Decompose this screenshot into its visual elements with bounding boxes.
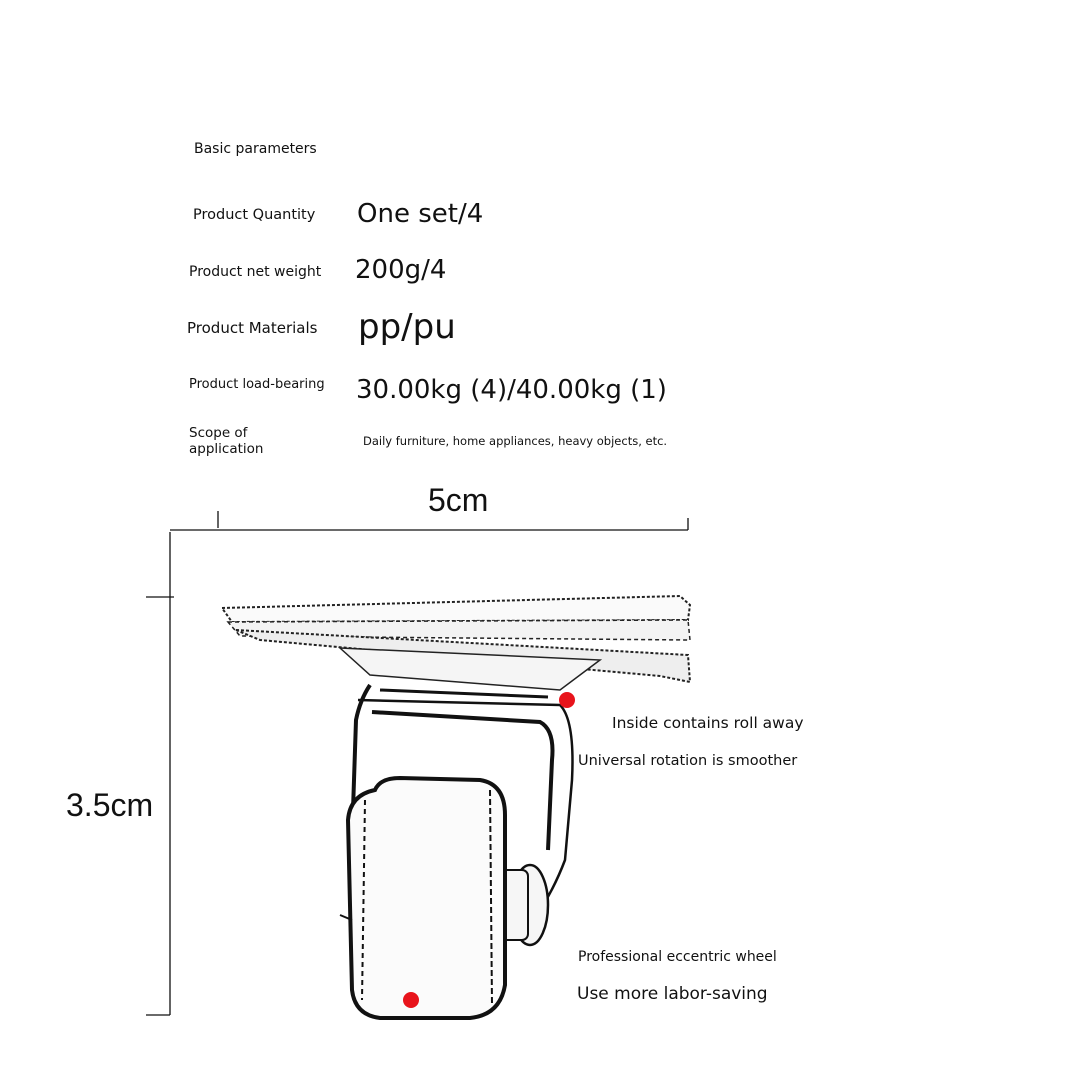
wheel: [340, 778, 505, 1018]
section-heading: Basic parameters: [194, 141, 317, 157]
width-dimension-label: 5cm: [428, 482, 489, 518]
param-value-quantity: One set/4: [357, 199, 484, 229]
param-value-materials: pp/pu: [358, 307, 456, 347]
width-dimension-line: [170, 511, 688, 530]
param-label-materials: Product Materials: [187, 319, 318, 337]
param-label-scope: Scope of application: [189, 425, 264, 457]
param-value-scope: Daily furniture, home appliances, heavy objects, etc.: [363, 434, 668, 448]
param-label-load: Product load-bearing: [189, 377, 325, 392]
height-dimension-label: 3.5cm: [66, 787, 154, 823]
param-value-load: 30.00kg (4)/40.00kg (1): [356, 375, 667, 405]
param-value-weight: 200g/4: [355, 255, 447, 285]
callout-eccentric-wheel: Professional eccentric wheel: [578, 949, 777, 965]
callout-labor-saving: Use more labor-saving: [577, 984, 768, 1004]
callout-universal-rotation: Universal rotation is smoother: [578, 753, 798, 769]
param-label-weight: Product net weight: [189, 264, 322, 280]
callout-roll-away: Inside contains roll away: [612, 714, 804, 732]
marker-top: [559, 692, 575, 708]
height-dimension-line: [146, 532, 174, 1015]
param-label-quantity: Product Quantity: [193, 207, 316, 223]
mounting-plate: [222, 596, 690, 690]
marker-bottom: [403, 992, 419, 1008]
